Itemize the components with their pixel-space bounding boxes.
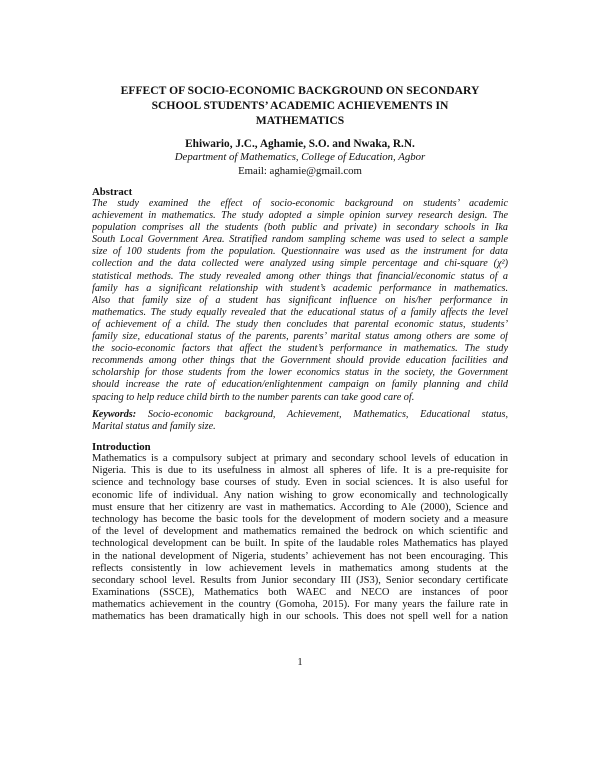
- abstract-line: family size, educational status of the parents, parents’ marital status among others are some of: [92, 331, 508, 343]
- intro-line: Mathematics is a compulsory subject at primary and secondary school levels of education in: [92, 453, 508, 464]
- intro-line: must ensure that her citizenry are vast in mathematics. According to Ale (2000), Science and: [92, 501, 508, 513]
- paper-title: [92, 83, 508, 128]
- abstract-line: size of 100 students from the population. Questionnaire was used as the instrument for data: [92, 246, 508, 258]
- authors: Ehiwario, J.C., Aghamie, S.O. and Nwaka, R.N.: [185, 138, 415, 150]
- intro-line: technological development can be built. In spite of the laudable roles Mathematics has played: [92, 538, 508, 550]
- abstract-line: family has a significant relationship with student’s academic performance in mathematics.: [92, 282, 508, 294]
- abstract-body: [92, 198, 508, 404]
- keywords-line: Marital status and family size.: [92, 421, 216, 433]
- intro-line: science and technology base courses of study. Even in social sciences. It is also useful for: [92, 477, 508, 489]
- introduction-heading: Introduction: [92, 441, 151, 453]
- intro-line: reflects consistently in low achievement levels in mathematics among students at the: [92, 562, 508, 574]
- keywords: [92, 409, 508, 433]
- email: Email: aghamie@gmail.com: [238, 165, 362, 177]
- intro-line: Nigeria. This is due to its usefulness in almost all spheres of life. It is a pre-requisite for: [92, 465, 508, 477]
- abstract-heading: Abstract: [92, 186, 133, 198]
- abstract-line: South Local Government Area. Stratified random sampling scheme was used to select a sample: [92, 234, 508, 246]
- abstract-line: Also that family size of a student has significant influence on his/her performance in: [92, 294, 508, 306]
- abstract-line: population comprises all the students (both public and private) in secondary schools in Ika: [92, 222, 508, 234]
- title-line: MATHEMATICS: [255, 114, 345, 127]
- title-line: SCHOOL STUDENTS’ ACADEMIC ACHIEVEMENTS IN: [151, 99, 449, 112]
- intro-line: in the national development of Nigeria, students’ achievement has not been encouraging. This: [92, 550, 508, 562]
- intro-line: Examinations (SSCE), Mathematics both WAEC and NECO are instances of poor: [92, 587, 508, 599]
- abstract-line: recommends among other things that the Government should provide education facilities and: [92, 355, 508, 367]
- abstract-line: should increase the rate of education/enlightenment campaign on family planning and child: [92, 379, 508, 391]
- intro-line: economic life of individual. Any nation wishing to grow economically and technologically: [92, 489, 508, 501]
- affiliation: Department of Mathematics, College of Education, Agbor: [174, 151, 426, 163]
- title-line: EFFECT OF SOCIO-ECONOMIC BACKGROUND ON SECONDARY: [120, 84, 480, 97]
- keywords-label: Keywords:: [92, 409, 137, 420]
- intro-line: mathematics has been dramatically high in our schools. This does not spell well for a nation: [92, 611, 508, 623]
- abstract-line: collection and the data collected were analyzed using simple percentage and chi-square (χ²): [92, 258, 508, 270]
- abstract-line: achievement in mathematics. The study adopted a simple opinion survey research design. The: [92, 210, 508, 222]
- intro-line: technology has become the basic tools for the development of modern society and a measure: [92, 513, 508, 525]
- intro-line: secondary school level. Results from Junior secondary III (JS3), Senior secondary certificate: [92, 574, 508, 586]
- abstract-line: statistical methods. The study revealed among other things that financial/economic status of a: [92, 270, 508, 282]
- abstract-line: scholarship for those students from the lower economics status in the society, the Government: [92, 367, 508, 379]
- abstract-line: The study examined the effect of socio-economic background on students’ academic: [92, 198, 508, 209]
- intro-line: mathematics achievement in the country (Gomoha, 2015). For many years the failure rate in: [92, 599, 508, 611]
- introduction-body: [92, 453, 508, 624]
- abstract-line: spacing to help reduce child birth to the number parents can take good care of.: [92, 391, 415, 403]
- intro-line: of the level of development and mathematics remained the bedrock on which scientific and: [92, 526, 508, 538]
- keywords-line: [92, 409, 508, 421]
- abstract-line: the socio-economic factors that affect the student’s performance in mathematics. The study: [92, 343, 508, 355]
- page-number: 1: [297, 657, 303, 668]
- abstract-line: of achievement of a child. The study then concludes that parental economic status, students’: [92, 318, 508, 330]
- abstract-line: mathematics. The study equally revealed that the educational status of a family affects the level: [92, 306, 508, 318]
- keywords-text: Socio-economic background, Achievement, Mathematics, Educational status,: [147, 409, 508, 420]
